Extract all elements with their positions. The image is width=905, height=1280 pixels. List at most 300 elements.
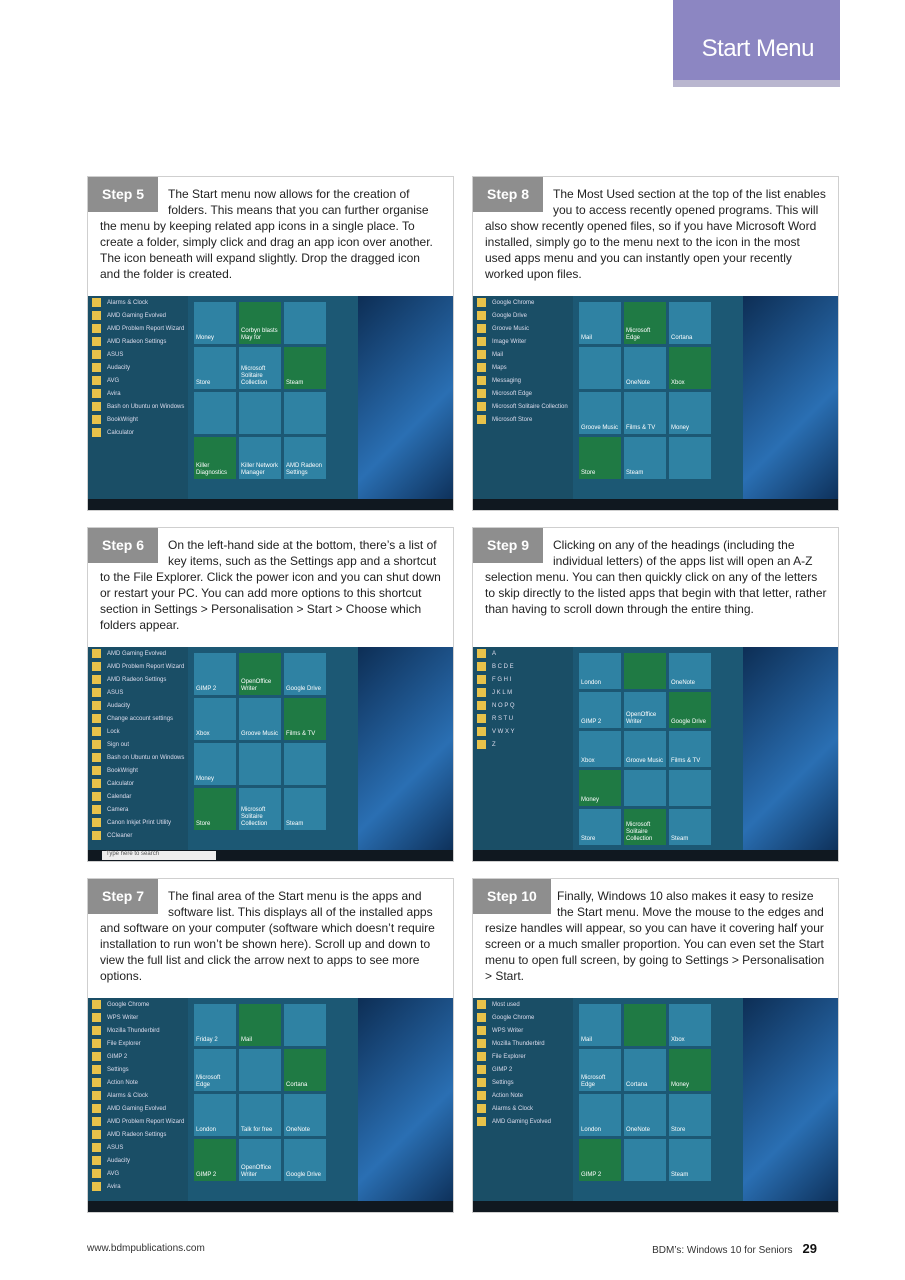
start-tile[interactable] <box>579 1094 621 1136</box>
page-number: 29 <box>802 1241 817 1256</box>
tile-label: Store <box>671 1127 686 1133</box>
app-list-item[interactable] <box>88 1011 188 1024</box>
app-list <box>473 296 573 499</box>
app-list <box>473 647 573 850</box>
app-label: ASUS <box>107 1144 124 1151</box>
tile-label: Store <box>196 821 211 827</box>
app-label: BookWright <box>107 767 138 774</box>
app-label: Avira <box>107 390 121 397</box>
app-list-item[interactable] <box>473 1011 573 1024</box>
app-label: Bash on Ubuntu on Windows <box>107 403 185 410</box>
app-list-item[interactable] <box>88 686 188 699</box>
app-icon <box>92 1078 101 1087</box>
app-icon <box>92 818 101 827</box>
start-tile[interactable] <box>284 392 326 434</box>
start-tile[interactable] <box>284 788 326 830</box>
app-list-item[interactable] <box>473 699 573 712</box>
app-label: Audacity <box>107 364 131 371</box>
start-tile[interactable] <box>239 788 281 830</box>
app-list-item[interactable] <box>88 296 188 309</box>
start-tile[interactable] <box>624 302 666 344</box>
start-tile[interactable] <box>194 1094 236 1136</box>
tile-label: OneNote <box>671 680 696 686</box>
app-label: Audacity <box>107 702 131 709</box>
app-icon <box>477 649 486 658</box>
start-menu-screenshot <box>473 998 838 1212</box>
start-tile[interactable] <box>624 770 666 806</box>
step-description: The Most Used section at the top of the list enables you to access recently opened programs. This will also show recently opened files, so if you have Microsoft Word installed, simply go to the menu next to the icon in the most used apps menu and you can instantly open your recently worked upon files. <box>485 187 826 281</box>
tile-grid <box>579 1004 711 1181</box>
app-list-item[interactable] <box>88 1128 188 1141</box>
app-label: AMD Gaming Evolved <box>107 312 167 319</box>
tile-label: Money <box>196 776 215 782</box>
app-label: AMD Radeon Settings <box>107 1131 167 1138</box>
app-icon <box>92 1091 101 1100</box>
app-icon <box>92 1130 101 1139</box>
app-icon <box>477 1117 486 1126</box>
app-label: GIMP 2 <box>107 1053 128 1060</box>
app-label: GIMP 2 <box>492 1066 513 1073</box>
app-list-item[interactable] <box>88 647 188 660</box>
tile-label: Xbox <box>671 1037 685 1043</box>
app-list-item[interactable] <box>88 1141 188 1154</box>
app-list <box>88 647 188 850</box>
start-tile[interactable] <box>579 392 621 434</box>
app-label: Calculator <box>107 429 135 436</box>
start-tile[interactable] <box>284 743 326 785</box>
start-tile[interactable] <box>624 347 666 389</box>
start-tile[interactable] <box>669 1139 711 1181</box>
app-list-item[interactable] <box>88 998 188 1011</box>
start-tile[interactable] <box>284 302 326 344</box>
start-tile[interactable] <box>194 698 236 740</box>
start-tile[interactable] <box>579 809 621 845</box>
app-list-item[interactable] <box>473 738 573 751</box>
app-icon <box>92 1026 101 1035</box>
app-icon <box>92 805 101 814</box>
app-list-item[interactable] <box>473 1076 573 1089</box>
start-tile[interactable] <box>579 770 621 806</box>
app-list-item[interactable] <box>473 1063 573 1076</box>
tile-label: OpenOffice Writer <box>241 1165 272 1178</box>
app-icon <box>477 1013 486 1022</box>
tile-label: London <box>581 1127 602 1133</box>
app-list-item[interactable] <box>88 803 188 816</box>
tile-label: London <box>196 1127 217 1133</box>
app-label: N O P Q <box>492 702 515 709</box>
app-list-item[interactable] <box>88 1063 188 1076</box>
tile-label: GIMP 2 <box>581 719 602 725</box>
app-label: AMD Problem Report Wizard <box>107 325 185 332</box>
app-icon <box>477 740 486 749</box>
footer-website: www.bdmpublications.com <box>87 1243 205 1254</box>
start-tile[interactable] <box>669 1094 711 1136</box>
start-tile[interactable] <box>624 731 666 767</box>
start-tile[interactable] <box>669 731 711 767</box>
app-icon <box>92 1156 101 1165</box>
app-icon <box>477 311 486 320</box>
start-tile[interactable] <box>579 1139 621 1181</box>
taskbar <box>473 499 838 510</box>
start-tile[interactable] <box>194 392 236 434</box>
start-tile[interactable] <box>194 1004 236 1046</box>
app-list-item[interactable] <box>88 1037 188 1050</box>
app-list-item[interactable] <box>473 322 573 335</box>
app-icon <box>92 727 101 736</box>
app-label: AVG <box>107 377 120 384</box>
app-label: Image Writer <box>492 338 527 345</box>
tile-label: Store <box>581 836 596 842</box>
app-list-item[interactable] <box>88 348 188 361</box>
tile-label: OneNote <box>286 1127 311 1133</box>
app-list <box>473 998 573 1201</box>
step-label: Step 9 <box>473 528 543 563</box>
app-list-item[interactable] <box>88 1102 188 1115</box>
app-list-item[interactable] <box>473 309 573 322</box>
start-tile[interactable] <box>624 809 666 845</box>
app-label: WPS Writer <box>492 1027 524 1034</box>
app-icon <box>92 350 101 359</box>
app-icon <box>92 1052 101 1061</box>
app-list-item[interactable] <box>88 738 188 751</box>
app-label: Camera <box>107 806 129 813</box>
tile-label: Cortana <box>626 1082 648 1088</box>
app-list-item[interactable] <box>473 296 573 309</box>
start-tile[interactable] <box>284 1049 326 1091</box>
start-tile[interactable] <box>284 1094 326 1136</box>
start-tile[interactable] <box>669 1004 711 1046</box>
app-list-item[interactable] <box>473 387 573 400</box>
tile-label: Steam <box>671 1172 689 1178</box>
start-tile[interactable] <box>284 347 326 389</box>
start-tile[interactable] <box>239 1004 281 1046</box>
tile-label: Cortana <box>286 1082 308 1088</box>
tile-label: Mail <box>581 335 593 341</box>
app-icon <box>477 675 486 684</box>
app-list-item[interactable] <box>473 374 573 387</box>
start-tile[interactable] <box>194 437 236 479</box>
app-list-item[interactable] <box>88 374 188 387</box>
start-tile[interactable] <box>624 692 666 728</box>
start-tile[interactable] <box>624 1094 666 1136</box>
app-list-item[interactable] <box>88 400 188 413</box>
app-list-item[interactable] <box>473 1102 573 1115</box>
tile-grid <box>579 302 711 479</box>
tile-grid <box>194 1004 326 1181</box>
start-tile[interactable] <box>194 653 236 695</box>
app-list-item[interactable] <box>88 426 188 439</box>
app-label: Mozilla Thunderbird <box>107 1027 160 1034</box>
app-list-item[interactable] <box>88 322 188 335</box>
app-label: Z <box>492 741 496 748</box>
app-label: ASUS <box>107 689 124 696</box>
start-tile[interactable] <box>239 698 281 740</box>
app-list-item[interactable] <box>88 361 188 374</box>
taskbar <box>88 850 453 861</box>
app-list-item[interactable] <box>88 335 188 348</box>
app-icon <box>477 350 486 359</box>
app-list-item[interactable] <box>88 699 188 712</box>
step-panel <box>472 176 839 511</box>
step-label: Step 8 <box>473 177 543 212</box>
start-tile[interactable] <box>579 437 621 479</box>
app-label: AMD Radeon Settings <box>107 676 167 683</box>
step-description: The Start menu now allows for the creation of folders. This means that you can further organise the menu by keeping related app icons in a single place. To create a folder, simply click and drag an app icon over another. The icon beneath will expand slightly. Drop the dragged icon and the folder is created. <box>100 187 433 281</box>
app-label: Google Chrome <box>492 299 535 306</box>
app-icon <box>477 376 486 385</box>
tile-label: Films & TV <box>286 731 316 737</box>
app-list-item[interactable] <box>473 673 573 686</box>
step-text <box>100 888 443 984</box>
start-tile[interactable] <box>239 743 281 785</box>
app-list-item[interactable] <box>473 1115 573 1128</box>
app-list-item[interactable] <box>473 400 573 413</box>
start-tile[interactable] <box>239 347 281 389</box>
app-list-item[interactable] <box>473 1089 573 1102</box>
tile-label: Money <box>671 1082 690 1088</box>
app-list-item[interactable] <box>473 725 573 738</box>
start-tile[interactable] <box>239 1139 281 1181</box>
app-list-item[interactable] <box>88 1180 188 1193</box>
start-tile[interactable] <box>239 437 281 479</box>
start-tile[interactable] <box>284 1004 326 1046</box>
app-label: F G H I <box>492 676 512 683</box>
start-tile[interactable] <box>669 347 711 389</box>
start-tile[interactable] <box>624 1139 666 1181</box>
start-menu-screenshot <box>88 998 453 1212</box>
app-label: R S T U <box>492 715 514 722</box>
start-tile[interactable] <box>239 1094 281 1136</box>
app-label: Action Note <box>107 1079 139 1086</box>
app-list <box>88 998 188 1201</box>
step-text <box>485 537 828 617</box>
app-icon <box>92 1169 101 1178</box>
app-icon <box>477 298 486 307</box>
app-list-item[interactable] <box>88 387 188 400</box>
step-text <box>100 537 443 633</box>
step-panel <box>87 176 454 511</box>
step-panel <box>472 878 839 1213</box>
start-tile[interactable] <box>579 692 621 728</box>
step-description: Clicking on any of the headings (including the individual letters) of the apps list will open an A-Z selection menu. You can then quickly click on any of the letters to skip directly to the listed apps that begin with that letter, rather than having to scroll down through the entire thing. <box>485 538 827 616</box>
tile-label: Microsoft Edge <box>581 1075 606 1088</box>
tile-label: Groove Music <box>241 731 279 737</box>
start-tile[interactable] <box>194 1139 236 1181</box>
app-icon <box>477 662 486 671</box>
start-tile[interactable] <box>669 1049 711 1091</box>
start-tile[interactable] <box>239 653 281 695</box>
start-tile[interactable] <box>194 788 236 830</box>
tile-label: GIMP 2 <box>196 1172 217 1178</box>
app-icon <box>477 402 486 411</box>
app-list-item[interactable] <box>88 1167 188 1180</box>
tile-label: Google Drive <box>286 1172 322 1178</box>
start-tile[interactable] <box>624 1004 666 1046</box>
step-label: Step 6 <box>88 528 158 563</box>
app-label: Google Chrome <box>492 1014 535 1021</box>
app-list-item[interactable] <box>473 647 573 660</box>
step-panel <box>87 527 454 862</box>
app-icon <box>477 1000 486 1009</box>
app-list-item[interactable] <box>473 348 573 361</box>
app-icon <box>477 1065 486 1074</box>
app-label: Microsoft Solitaire Collection <box>492 403 568 410</box>
tile-grid <box>194 653 326 830</box>
app-list-item[interactable] <box>473 335 573 348</box>
app-list-item[interactable] <box>473 413 573 426</box>
start-tile[interactable] <box>669 692 711 728</box>
app-icon <box>92 311 101 320</box>
app-list-item[interactable] <box>88 829 188 842</box>
start-tile[interactable] <box>194 347 236 389</box>
app-icon <box>477 415 486 424</box>
app-list-item[interactable] <box>88 725 188 738</box>
start-tile[interactable] <box>284 653 326 695</box>
start-tile[interactable] <box>284 1139 326 1181</box>
app-label: Action Note <box>492 1092 524 1099</box>
app-list-item[interactable] <box>473 686 573 699</box>
taskbar <box>473 1201 838 1212</box>
app-list-item[interactable] <box>88 764 188 777</box>
tile-label: Store <box>581 470 596 476</box>
app-label: AMD Gaming Evolved <box>107 1105 167 1112</box>
start-tile[interactable] <box>194 743 236 785</box>
app-label: Most used <box>492 1001 520 1008</box>
app-label: Settings <box>107 1066 129 1073</box>
step-label: Step 7 <box>88 879 158 914</box>
start-menu-screenshot <box>473 647 838 861</box>
start-tile[interactable] <box>669 437 711 479</box>
app-list-item[interactable] <box>473 712 573 725</box>
desktop-wallpaper <box>358 296 453 510</box>
app-icon <box>92 324 101 333</box>
start-tile[interactable] <box>624 437 666 479</box>
app-label: A <box>492 650 497 657</box>
app-list-item[interactable] <box>88 712 188 725</box>
app-icon <box>477 363 486 372</box>
tile-label: AMD Radeon Settings <box>286 463 323 476</box>
app-label: Groove Music <box>492 325 530 332</box>
app-label: J K L M <box>492 689 513 696</box>
taskbar-search[interactable]: Type here to search <box>102 851 216 860</box>
tile-label: Killer Network Manager <box>241 463 279 476</box>
tile-label: Microsoft Solitaire Collection <box>241 366 268 386</box>
app-icon <box>92 792 101 801</box>
start-tile[interactable] <box>579 1004 621 1046</box>
start-tile[interactable] <box>579 731 621 767</box>
tile-grid <box>194 302 326 479</box>
app-label: Alarms & Clock <box>107 299 149 306</box>
app-label: Google Drive <box>492 312 528 319</box>
app-list-item[interactable] <box>473 660 573 673</box>
app-list-item[interactable] <box>88 1089 188 1102</box>
app-icon <box>92 363 101 372</box>
start-tile[interactable] <box>579 347 621 389</box>
start-tile[interactable] <box>194 302 236 344</box>
tile-label: Steam <box>671 836 689 842</box>
app-label: Calendar <box>107 793 132 800</box>
app-label: Microsoft Store <box>492 416 533 423</box>
app-list-item[interactable] <box>473 1024 573 1037</box>
app-list-item[interactable] <box>88 751 188 764</box>
app-icon <box>92 649 101 658</box>
app-list-item[interactable] <box>88 660 188 673</box>
app-label: Alarms & Clock <box>492 1105 534 1112</box>
start-tile[interactable] <box>669 392 711 434</box>
start-tile[interactable] <box>579 1049 621 1091</box>
app-list-item[interactable] <box>473 361 573 374</box>
app-list-item[interactable] <box>88 413 188 426</box>
step-label: Step 5 <box>88 177 158 212</box>
tile-label: Xbox <box>671 380 685 386</box>
tile-label: Steam <box>286 380 304 386</box>
start-tile[interactable] <box>669 770 711 806</box>
start-tile[interactable] <box>669 809 711 845</box>
app-label: AMD Gaming Evolved <box>492 1118 552 1125</box>
tile-label: Groove Music <box>581 425 619 431</box>
tile-label: London <box>581 680 602 686</box>
app-label: B C D E <box>492 663 514 670</box>
app-label: AMD Problem Report Wizard <box>107 663 185 670</box>
start-tile[interactable] <box>669 302 711 344</box>
tile-label: GIMP 2 <box>196 686 217 692</box>
tile-label: Films & TV <box>626 425 656 431</box>
app-list-item[interactable] <box>88 1115 188 1128</box>
app-label: Mail <box>492 351 504 358</box>
app-label: Settings <box>492 1079 514 1086</box>
app-label: WPS Writer <box>107 1014 139 1021</box>
start-tile[interactable] <box>284 698 326 740</box>
app-list-item[interactable] <box>88 1024 188 1037</box>
app-list-item[interactable] <box>88 816 188 829</box>
app-list-item[interactable] <box>88 1050 188 1063</box>
start-tile[interactable] <box>624 653 666 689</box>
start-tile[interactable] <box>624 392 666 434</box>
app-list-item[interactable] <box>473 1037 573 1050</box>
app-list-item[interactable] <box>88 673 188 686</box>
app-label: Sign out <box>107 741 130 748</box>
app-list-item[interactable] <box>88 1154 188 1167</box>
start-tile[interactable] <box>284 437 326 479</box>
tile-label: Google Drive <box>286 686 322 692</box>
app-icon <box>92 779 101 788</box>
app-list-item[interactable] <box>473 998 573 1011</box>
start-tile[interactable] <box>239 302 281 344</box>
start-tile[interactable] <box>239 1049 281 1091</box>
app-icon <box>92 688 101 697</box>
tile-label: OpenOffice Writer <box>626 712 657 725</box>
app-list-item[interactable] <box>88 1076 188 1089</box>
start-tile[interactable] <box>624 1049 666 1091</box>
start-tile[interactable] <box>669 653 711 689</box>
section-header-tab: Start Menu <box>673 0 840 80</box>
start-tile[interactable] <box>239 392 281 434</box>
start-tile[interactable] <box>579 653 621 689</box>
app-label: Change account settings <box>107 715 174 722</box>
app-icon <box>92 740 101 749</box>
app-list-item[interactable] <box>88 777 188 790</box>
app-icon <box>92 337 101 346</box>
footer-publication <box>652 1241 817 1256</box>
app-icon <box>92 1104 101 1113</box>
start-tile[interactable] <box>194 1049 236 1091</box>
app-list-item[interactable] <box>88 309 188 322</box>
app-list-item[interactable] <box>88 790 188 803</box>
app-list-item[interactable] <box>473 1050 573 1063</box>
start-tile[interactable] <box>579 302 621 344</box>
header-underline <box>673 80 840 87</box>
tile-label: Killer Diagnostics <box>196 463 228 476</box>
